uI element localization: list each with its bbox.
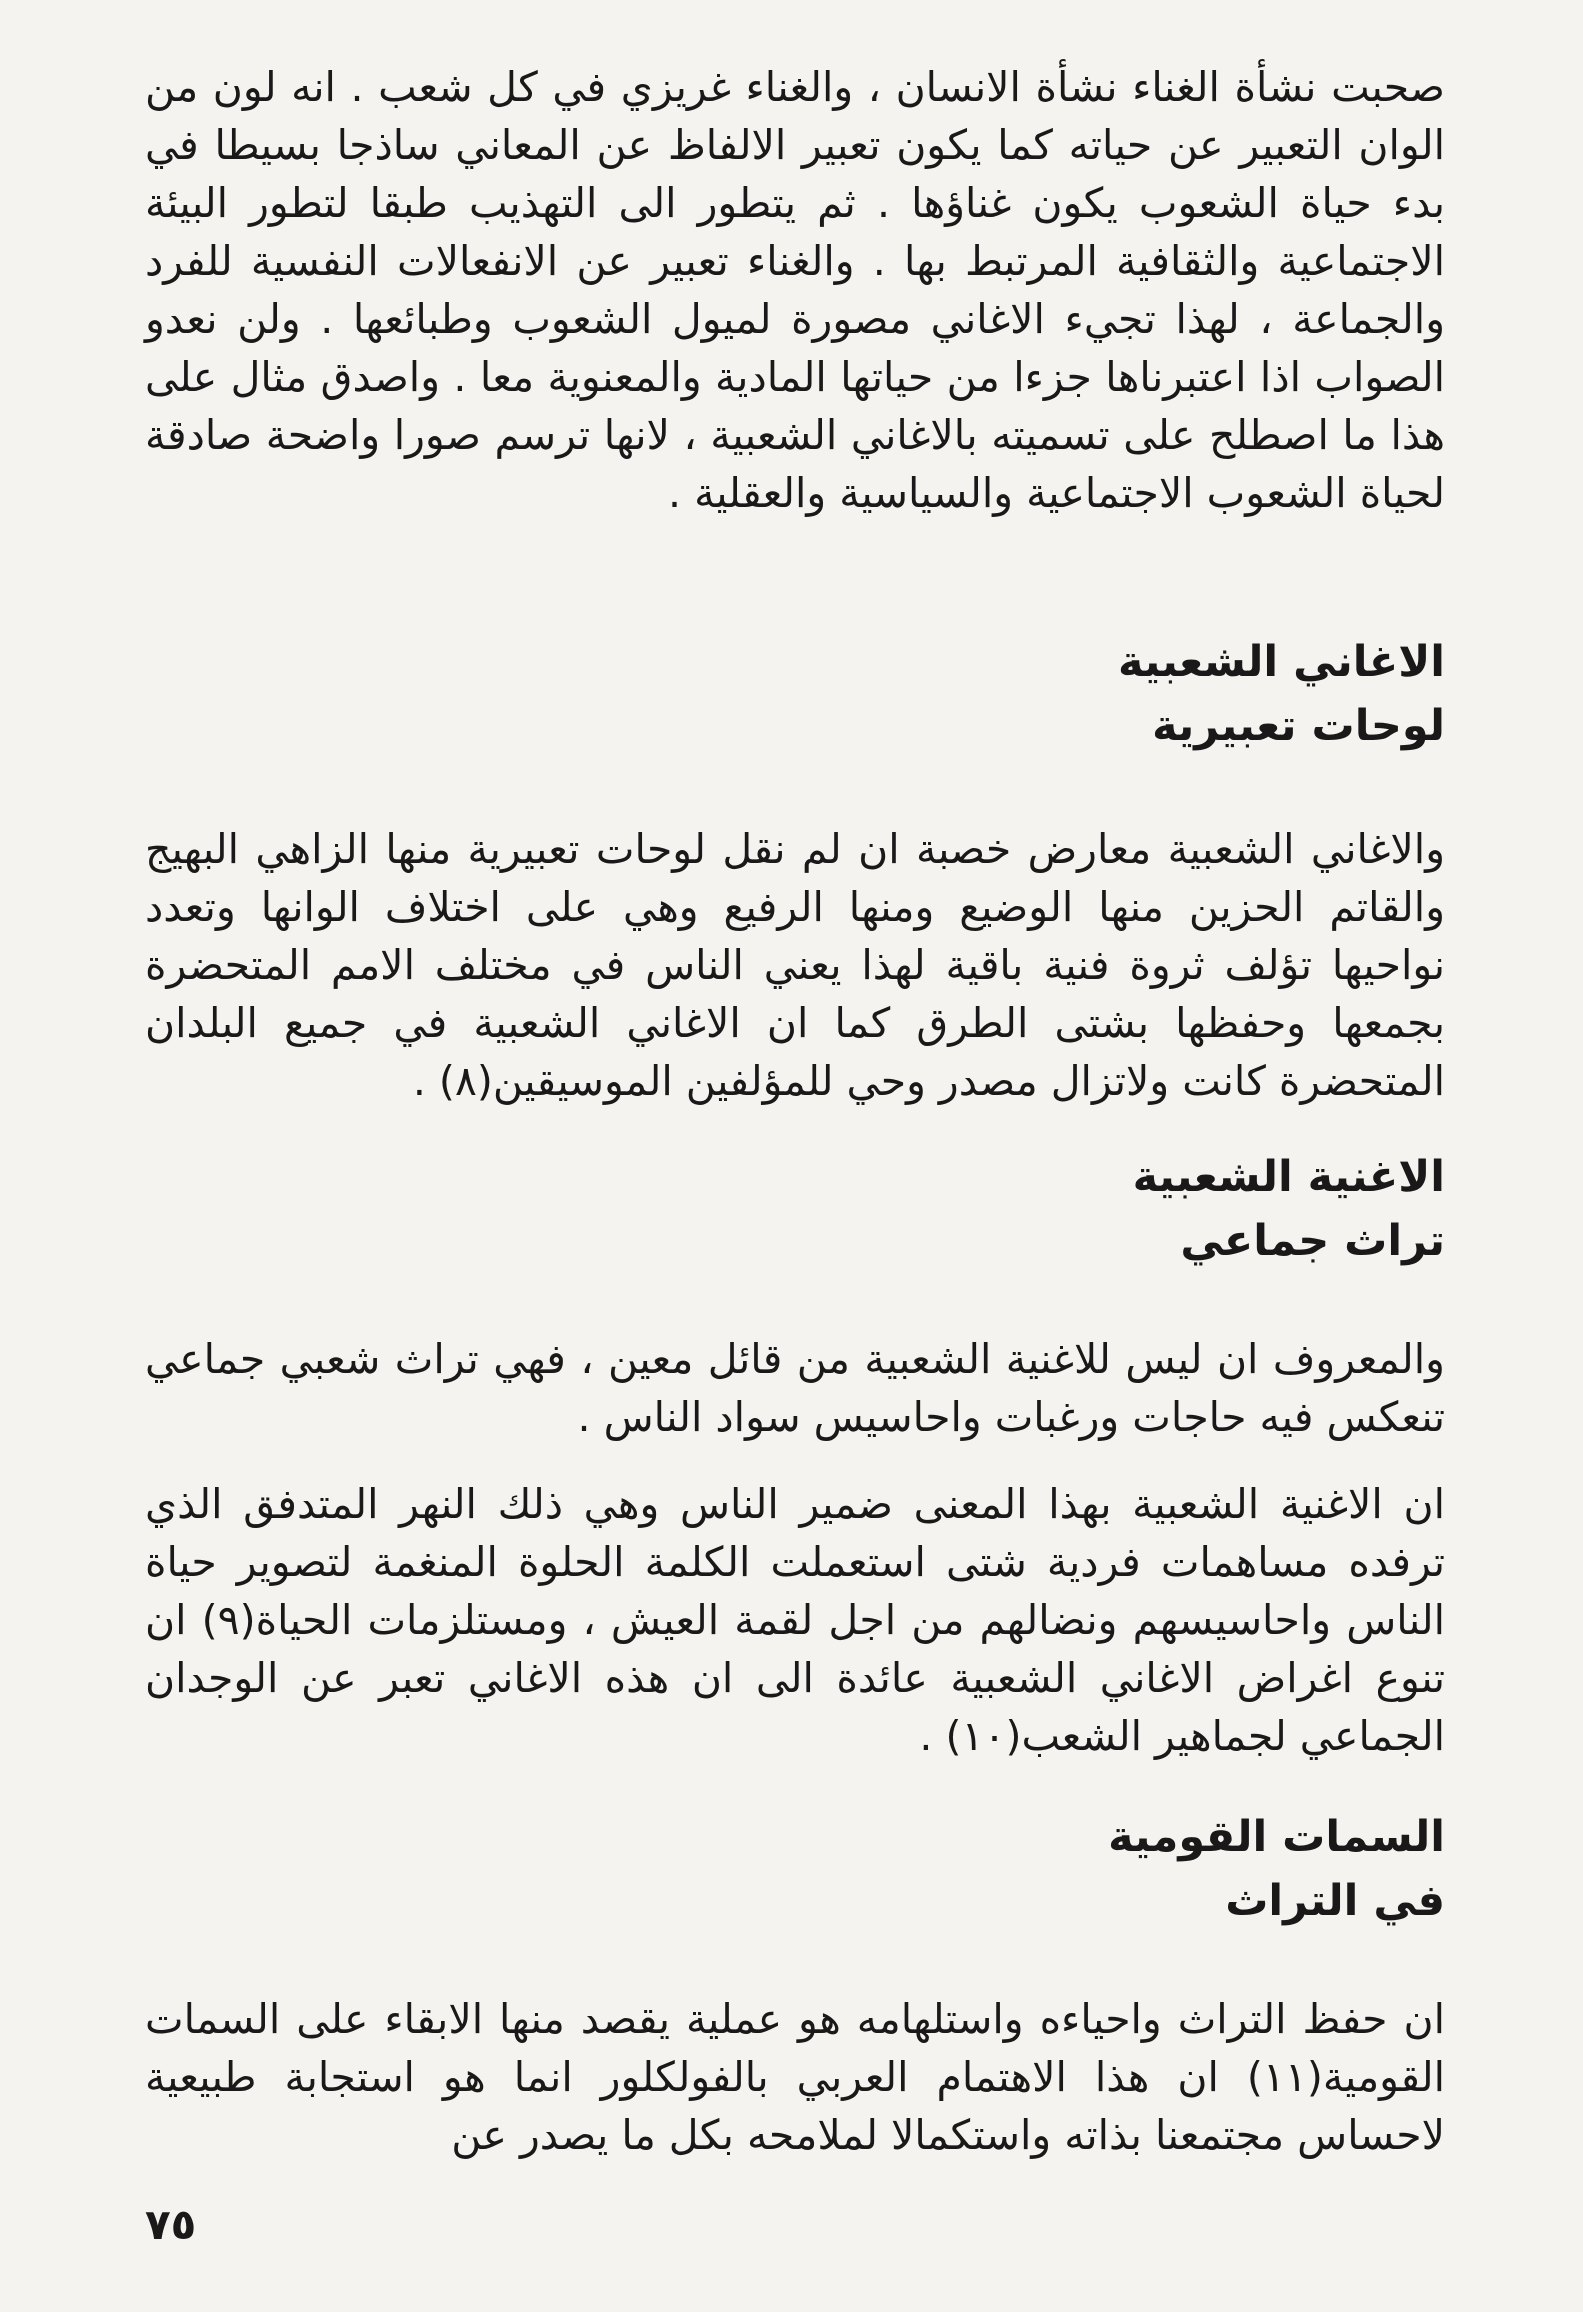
section-heading-1 [145,630,1445,758]
heading-1-title: الاغاني الشعبية [1118,637,1445,687]
section-1-paragraph-block [145,820,1445,1110]
heading-2-subtitle: تراث جماعي [1180,1216,1445,1266]
section-2-paragraph-b [145,1475,1445,1765]
page-number: ٧٥ [145,2200,197,2249]
paragraph-3: والمعروف ان ليس للاغنية الشعبية من قائل معين ، فهي تراث شعبي جماعي تنعكس فيه حاجات ورغبات واحاسيس سواد الناس . [145,1335,1445,1441]
heading-3-title: السمات القومية [1108,1812,1445,1862]
section-2-paragraph-a [145,1330,1445,1446]
heading-3-subtitle: في التراث [1225,1876,1445,1926]
paragraph-4: ان الاغنية الشعبية بهذا المعنى ضمير الناس وهي ذلك النهر المتدفق الذي ترفده مساهمات فردية شتى استعملت الكلمة الحلوة المنغمة لتصوير حياة الناس واحاسيسهم ونضالهم من اجل لقمة العيش ، ومستلزمات الحياة(٩) ان تنوع اغراض الاغاني الشعبية عائدة الى ان هذه الاغاني تعبر عن الوجدان الجماعي لجماهير الشعب(١٠) . [145,1480,1445,1760]
paragraph-2: والاغاني الشعبية معارض خصبة ان لم نقل لوحات تعبيرية منها الزاهي البهيج والقاتم الحزين منها الوضيع ومنها الرفيع وهي على اختلاف الوانها وتعدد نواحيها تؤلف ثروة فنية باقية لهذا يعني الناس في مختلف الامم المتحضرة بجمعها وحفظها بشتى الطرق كما ان الاغاني الشعبية في جميع البلدان المتحضرة كانت ولاتزال مصدر وحي للمؤلفين الموسيقين(٨) . [145,825,1445,1105]
intro-paragraph-block [145,58,1445,522]
section-heading-2 [145,1145,1445,1273]
section-heading-3 [145,1805,1445,1933]
paragraph-5: ان حفظ التراث واحياءه واستلهامه هو عملية يقصد منها الابقاء على السمات القومية(١١) ان هذا الاهتمام العربي بالفولكلور انما هو استجابة طبيعية لاحساس مجتمعنا بذاته واستكمالا لملامحه بكل ما يصدر عن [145,1995,1445,2159]
heading-2-title: الاغنية الشعبية [1132,1152,1445,1202]
section-3-paragraph-block [145,1990,1445,2164]
heading-1-subtitle: لوحات تعبيرية [1152,701,1445,751]
paragraph-1: صحبت نشأة الغناء نشأة الانسان ، والغناء غريزي في كل شعب . انه لون من الوان التعبير عن حياته كما يكون تعبير الالفاظ عن المعاني ساذجا بسيطا في بدء حياة الشعوب يكون غناؤها . ثم يتطور الى التهذيب طبقا لتطور البيئة الاجتماعية والثقافية المرتبط بها . والغناء تعبير عن الانفعالات النفسية للفرد والجماعة ، لهذا تجيء الاغاني مصورة لميول الشعوب وطبائعها . ولن نعدو الصواب اذا اعتبرناها جزءا من حياتها المادية والمعنوية معا . واصدق مثال على هذا ما اصطلح على تسميته بالاغاني الشعبية ، لانها ترسم صورا واضحة صادقة لحياة الشعوب الاجتماعية والسياسية والعقلية . [145,63,1445,517]
